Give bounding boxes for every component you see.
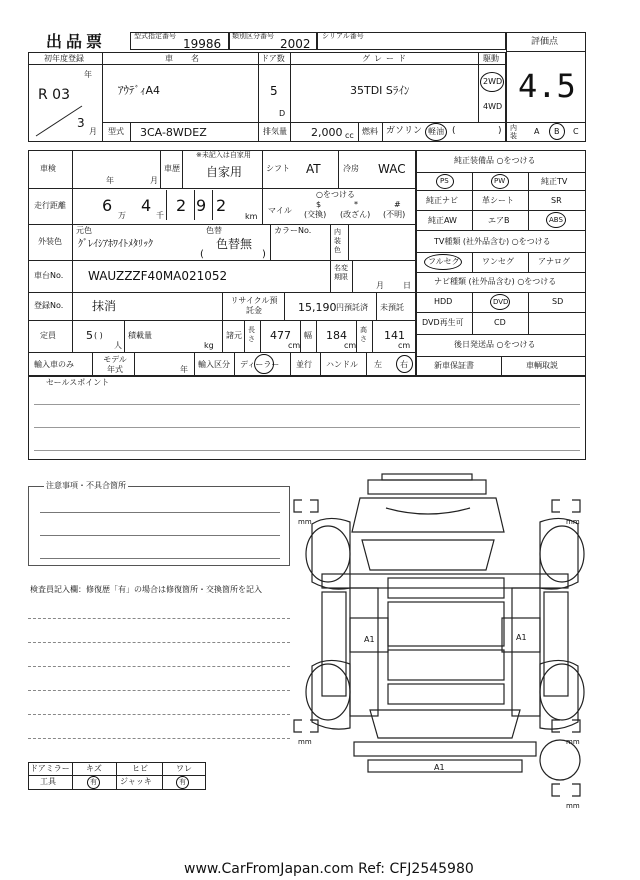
divider-model-4: [358, 122, 359, 142]
legend-jack-value: 有: [179, 778, 186, 786]
mile-label: マイル: [268, 206, 292, 215]
fuel-paren-close: ): [498, 126, 502, 136]
drive-2wd: 2WD: [483, 77, 503, 86]
history-col: [160, 150, 161, 188]
shift-value: AT: [306, 162, 321, 176]
type-number-label: 型式指定番号: [134, 32, 176, 40]
equip-pw: PW: [494, 177, 506, 185]
divider-v4: [478, 52, 479, 122]
model-year-unit: 年: [180, 365, 188, 374]
legend-v1: [72, 762, 73, 790]
divider-h1: [28, 64, 506, 65]
later-shipment-header: 後日発送品 ○をつける: [454, 340, 536, 349]
divider-v1: [102, 52, 103, 142]
caution-box: [28, 486, 290, 566]
height-value: 141: [384, 329, 405, 342]
first-registration-label: 初年度登録: [44, 54, 84, 63]
equip-leather: 革シート: [482, 196, 514, 205]
equip-v3: [472, 252, 473, 272]
mileage-label: 走行距離: [34, 201, 66, 210]
width-col-2: [316, 320, 317, 352]
length-label: 長さ: [248, 326, 255, 343]
tamper-label: (改ざん): [340, 210, 371, 219]
import-col: [92, 352, 93, 376]
nav-hdd: HDD: [434, 297, 453, 306]
doors-suffix: D: [279, 109, 286, 118]
detail-row-6: [28, 352, 416, 353]
mm-label-tr: mm: [566, 518, 580, 526]
original-color-label: 元色: [76, 226, 92, 235]
sales-points-box: [28, 376, 586, 460]
handle-col-2: [366, 352, 367, 376]
mileage-digit-3: 2: [176, 196, 187, 215]
nav-sd: SD: [552, 297, 564, 306]
footer-reference: www.CarFromJapan.com Ref: CFJ2545980: [184, 861, 474, 877]
length-unit: cm: [288, 341, 301, 350]
color-change-value: 色替無: [216, 237, 253, 251]
detail-row-3: [28, 260, 416, 261]
height-label: 高さ: [360, 326, 367, 343]
interior-color-label: 内装色: [334, 228, 341, 254]
ac-col: [338, 150, 339, 188]
genuine-equipment-header: 純正装備品 ○をつける: [454, 156, 536, 165]
detail-row-1: [28, 188, 416, 189]
class-number-label: 類別区分番号: [232, 32, 274, 40]
year-unit: 年: [84, 70, 92, 79]
equip-h4: [416, 230, 586, 231]
model-label: 型式: [108, 127, 124, 136]
width-value: 184: [326, 329, 347, 342]
legend-v2: [116, 762, 117, 790]
inspection-month: 月: [150, 176, 158, 185]
displacement-label: 排気量: [263, 127, 287, 136]
parallel-option: 並行: [296, 360, 312, 369]
recycle-col: [222, 292, 223, 320]
mm-label-tl: mm: [298, 518, 312, 526]
inspector-line-3: [28, 666, 290, 667]
divider-model-3: [290, 122, 291, 142]
interior-a: A: [534, 127, 540, 136]
nav-dvd-playable: DVD再生可: [422, 318, 464, 327]
car-damage-diagram: [290, 470, 600, 810]
equip-v7: [501, 356, 502, 376]
capacity-unit: 人: [114, 341, 122, 350]
legend-tools-value: 有: [90, 778, 97, 786]
swap-label: (交換): [304, 210, 327, 219]
fuel-diesel: 軽油: [428, 127, 444, 136]
recycle-col-2: [284, 292, 285, 320]
import-label: 輸入車のみ: [34, 360, 74, 369]
nav-cd: CD: [494, 318, 506, 327]
model-value: 3CA-8WDEZ: [140, 126, 207, 139]
exterior-color-value: ｸﾞﾚｲｼｱﾎﾜｲﾄﾒﾀﾘｯｸ: [78, 239, 153, 250]
damage-mark-right: A1: [516, 633, 527, 642]
ac-label: 冷房: [343, 164, 359, 173]
equip-v5: [472, 292, 473, 334]
odometer-note: ○をつける: [316, 190, 355, 199]
name-change-label: 名変期限: [334, 264, 348, 281]
unknown-symbol: #: [394, 200, 401, 209]
later-manual: 車輌取説: [526, 361, 558, 370]
recycle-unit: 円預託済: [336, 303, 368, 312]
length-value: 477: [270, 329, 291, 342]
inspector-line-4: [28, 690, 290, 691]
legend-crack: ヒビ: [132, 764, 148, 773]
detail-row-2: [28, 224, 416, 225]
caution-line-1: [40, 512, 280, 513]
rating-divider: [506, 51, 586, 52]
name-change-month: 月: [376, 281, 384, 290]
nav-dvd: DVD: [493, 298, 509, 306]
damage-mark-left: A1: [364, 635, 375, 644]
legend-break: ワレ: [176, 764, 192, 773]
drive-4wd: 4WD: [483, 102, 503, 111]
legend-jack: ジャッキ: [120, 777, 152, 786]
equip-genuine-aw: 純正AW: [428, 216, 457, 225]
equip-airbag: エアB: [488, 216, 510, 225]
equip-h8: [416, 312, 586, 313]
capacity-paren: ( ): [94, 331, 103, 340]
mileage-sen-unit: 千: [156, 211, 164, 220]
mileage-sep-2: [194, 190, 195, 220]
unknown-label: (不明): [383, 210, 406, 219]
equip-h9: [416, 334, 586, 335]
equip-v1: [472, 172, 473, 230]
height-unit: cm: [398, 341, 411, 350]
mileage-sep-3: [212, 190, 213, 220]
registration-no-value: 抹消: [92, 299, 117, 313]
load-col: [124, 320, 125, 352]
equip-sr: SR: [551, 196, 562, 205]
recycle-value: 15,190: [298, 301, 337, 314]
detail-label-col: [72, 150, 73, 352]
tv-analog: アナログ: [538, 257, 570, 266]
mileage-sep-1: [166, 190, 167, 220]
inspector-line-5: [28, 714, 290, 715]
load-unit: kg: [204, 341, 214, 350]
name-change-col: [330, 260, 331, 292]
tv-fullseg: フルセグ: [428, 257, 460, 266]
parallel-col: [290, 352, 291, 376]
mileage-digit-4: 9: [196, 196, 207, 215]
divider-model-5: [382, 122, 383, 142]
doors-label: ドア数: [261, 54, 285, 63]
handle-left: 左: [374, 360, 382, 369]
shift-label: シフト: [266, 164, 290, 173]
legend-mirror: ドアミラー: [30, 764, 70, 773]
divider-h2: [102, 122, 506, 123]
damage-mark-bottom: A1: [434, 763, 445, 772]
dealer-circle: [254, 354, 274, 374]
equip-genuine-nav: 純正ナビ: [426, 196, 458, 205]
height-col: [356, 320, 357, 352]
drive-label: 駆動: [483, 54, 499, 63]
width-col: [300, 320, 301, 352]
sales-line-3: [34, 450, 580, 451]
inspector-line-1: [28, 618, 290, 619]
sheet-title: 出品票: [46, 32, 107, 51]
serial-number-label: シリアル番号: [322, 32, 364, 40]
capacity-value: 5: [86, 329, 93, 342]
divider-v2: [258, 52, 259, 122]
equip-v2: [528, 172, 529, 230]
legend-tools: 工具: [40, 777, 56, 786]
recycle-label: リサイクル預託金: [230, 296, 278, 315]
mm-label-spare: mm: [566, 802, 580, 810]
grade-value: 35TDI Sﾗｲﾝ: [350, 84, 410, 97]
equip-genuine-tv: 純正TV: [541, 177, 568, 186]
load-label: 積載量: [128, 331, 152, 340]
equip-h2: [416, 190, 586, 191]
inspector-line-2: [28, 642, 290, 643]
inspector-line-6: [28, 738, 290, 739]
legend-scratch: キズ: [86, 764, 102, 773]
dims-label: 諸元: [226, 331, 242, 340]
length-col: [244, 320, 245, 352]
mile-col: [262, 188, 263, 224]
chassis-label: 車台No.: [34, 271, 64, 280]
interior-label: 内装: [510, 124, 517, 140]
legend-v3: [162, 762, 163, 790]
equip-v4: [528, 252, 529, 272]
sales-line-2: [34, 427, 580, 428]
tv-type-header: TV種類 (社外品含む) ○をつける: [434, 237, 551, 246]
recycle-col-3: [376, 292, 377, 320]
divider-model-1: [130, 122, 131, 142]
car-name-value: ｱｳﾃﾞｨA4: [118, 84, 161, 97]
length-col-2: [260, 320, 261, 352]
dims-col: [222, 320, 223, 352]
history-note: ※未記入は自家用: [196, 151, 251, 159]
registration-month: 3: [77, 116, 85, 130]
color-change-label: 色替: [206, 226, 222, 235]
color-paren-close: ): [262, 249, 266, 260]
interior-c: C: [573, 127, 579, 136]
fuel-paren-open: (: [452, 126, 456, 136]
equip-h6: [416, 272, 586, 273]
equip-abs: ABS: [549, 216, 563, 224]
exterior-color-label: 外装色: [38, 237, 62, 246]
width-label: 幅: [304, 331, 312, 340]
history-value: 自家用: [206, 165, 243, 179]
equip-h1: [416, 172, 586, 173]
grade-label: グレード: [362, 54, 410, 63]
tamper-symbol: *: [354, 200, 358, 209]
equip-h3: [416, 210, 586, 211]
fuel-label: 燃料: [362, 127, 378, 136]
color-no-label: カラーNo.: [274, 226, 312, 235]
car-name-label: 車名: [165, 54, 217, 63]
equip-v6: [528, 292, 529, 334]
displacement-value: 2,000: [311, 126, 343, 139]
caution-label: 注意事項・不具合箇所: [46, 481, 126, 490]
fuel-gasoline: ガソリン: [386, 126, 423, 136]
nav-type-header: ナビ種類 (社外品含む) ○をつける: [434, 277, 557, 286]
import-type-col-2: [234, 352, 235, 376]
tv-oneseg: ワンセグ: [482, 257, 514, 266]
mileage-digit-1: 6: [102, 196, 113, 215]
name-change-day: 日: [403, 281, 411, 290]
ac-value: WAC: [378, 162, 406, 176]
type-number-value: 19986: [183, 37, 222, 51]
mileage-digit-2: 4: [141, 196, 152, 215]
shift-col: [262, 150, 263, 188]
capacity-label: 定員: [40, 331, 56, 340]
history-col-2: [182, 150, 183, 188]
divider-model-2: [258, 122, 259, 142]
interior-color-col: [330, 224, 331, 260]
handle-label: ハンドル: [326, 360, 358, 369]
equip-h7: [416, 292, 586, 293]
doors-value: 5: [270, 84, 278, 98]
handle-right: 右: [400, 360, 408, 369]
mm-label-bl: mm: [298, 738, 312, 746]
caution-line-3: [40, 558, 280, 559]
interior-color-col-2: [348, 224, 349, 260]
sales-line-1: [34, 404, 580, 405]
caution-line-2: [40, 535, 280, 536]
mileage-digit-5: 2: [216, 196, 227, 215]
interior-b: B: [554, 127, 560, 136]
registration-no-label: 登録No.: [34, 301, 64, 310]
import-type-label: 輸入区分: [198, 360, 230, 369]
class-number-value: 2002: [280, 37, 311, 51]
inspector-note-label: 検査員記入欄：修復歴「有」の場合は修復箇所・交換箇所を記入: [30, 585, 262, 594]
mileage-unit: km: [245, 212, 258, 221]
name-change-col-2: [352, 260, 353, 292]
equip-ps: PS: [440, 177, 449, 185]
rating-value: 4.5: [518, 67, 576, 105]
chassis-value: WAUZZZF40MA021052: [88, 269, 228, 283]
equip-h5: [416, 252, 586, 253]
swap-symbol: $: [316, 200, 322, 209]
color-paren-open: (: [200, 249, 204, 260]
height-col-2: [372, 320, 373, 352]
recycle-unpaid: 未預託: [380, 303, 404, 312]
width-unit: cm: [344, 341, 357, 350]
inspection-year: 年: [106, 176, 114, 185]
month-unit: 月: [89, 127, 97, 136]
mm-label-br: mm: [566, 738, 580, 746]
mileage-man-unit: 万: [118, 211, 126, 220]
color-no-col: [270, 224, 271, 260]
divider-v3: [290, 52, 291, 122]
handle-col: [320, 352, 321, 376]
rating-label: 評価点: [531, 37, 559, 47]
import-type-col: [194, 352, 195, 376]
inspection-label: 車検: [40, 164, 56, 173]
displacement-unit: cc: [345, 131, 354, 140]
dealer-option: ディーラー: [240, 360, 280, 369]
later-warranty: 新車保証書: [434, 361, 474, 370]
history-label: 車歴: [164, 164, 180, 173]
model-year-label: モデル年式: [103, 355, 127, 374]
sales-points-label: セールスポイント: [46, 378, 110, 387]
registration-era: R 03: [38, 87, 70, 103]
model-year-col: [134, 352, 135, 376]
